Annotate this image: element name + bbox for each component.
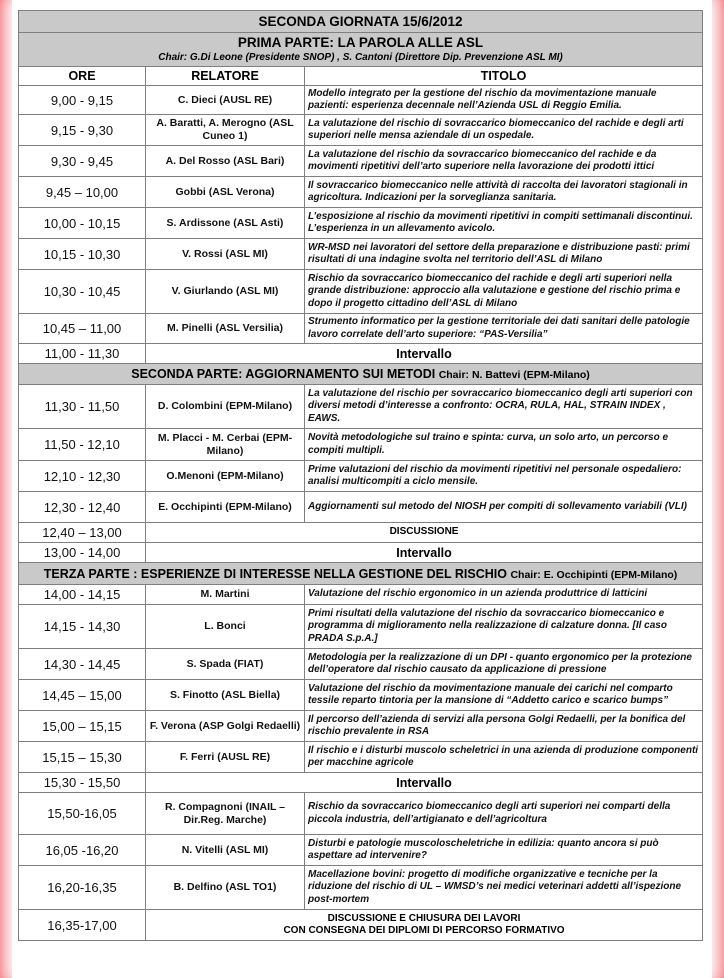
session-row [19, 742, 703, 773]
session-row [19, 492, 703, 523]
closing-time: 16,35-17,00 [19, 910, 146, 941]
session-title: Prime valutazioni del rischio da movimenti ripetitivi nel personale ospedaliero: analisi multicompiti a ciclo mensile. [305, 461, 703, 492]
session-title: Novità metodologiche sul traino e spinta: curva, un solo arto, un percorso e compiti multipli. [305, 429, 703, 461]
session-speaker: A. Del Rosso (ASL Bari) [146, 146, 305, 177]
session-row [19, 793, 703, 835]
session-title: WR-MSD nei lavoratori del settore della preparazione e distribuzione pasti: primi risultati di una indagine svolta nel territorio dell’ASL di Milano [305, 239, 703, 270]
break-row [19, 773, 703, 793]
session-title: Metodologia per la realizzazione di un DPI - quanto ergonomico per la protezione dell’operatore dal rischio causato da applicazione di pressione [305, 649, 703, 680]
closing-line1: DISCUSSIONE E CHIUSURA DEI LAVORI [327, 912, 521, 924]
session-title: Strumento informatico per la gestione territoriale dei dati sanitari delle patologie lavoro correlate dell’arto superiore: “PAS-Versilia” [305, 314, 703, 344]
session-speaker: R. Compagnoni (INAIL – Dir.Reg. Marche) [146, 793, 305, 835]
session-title: La valutazione del rischio di sovraccarico biomeccanico del rachide e degli arti superiori nelle mensa aziendale di un ospedale. [305, 115, 703, 146]
session-row [19, 115, 703, 146]
session-speaker: A. Baratti, A. Merogno (ASL Cuneo 1) [146, 115, 305, 146]
part-header-row [19, 563, 703, 585]
session-speaker: S. Spada (FIAT) [146, 649, 305, 680]
break-time: 11,00 - 11,30 [19, 344, 146, 364]
break-label: Intervallo [146, 543, 703, 563]
session-title: Modello integrato per la gestione del rischio da movimentazione manuale pazienti: esperienza decennale nell’Azienda USL di Reggio Emilia. [305, 86, 703, 115]
closing-row [19, 910, 703, 941]
session-row [19, 239, 703, 270]
session-row [19, 605, 703, 649]
session-time: 10,30 - 10,45 [19, 270, 146, 314]
session-time: 10,45 – 11,00 [19, 314, 146, 344]
session-title: Aggiornamenti sul metodo del NIOSH per compiti di sollevamento variabili (VLI) [305, 492, 703, 523]
session-row [19, 385, 703, 429]
session-time: 9,00 - 9,15 [19, 86, 146, 115]
session-speaker: F. Verona (ASP Golgi Redaelli) [146, 711, 305, 742]
session-row [19, 649, 703, 680]
break-row [19, 523, 703, 543]
session-time: 16,20-16,35 [19, 866, 146, 910]
part1-heading: PRIMA PARTE: LA PAROLA ALLE ASL [237, 34, 484, 50]
session-title: Rischio da sovraccarico biomeccanico del rachide e degli arti superiori nella grande distribuzione: approccio alla valutazione e gestione del rischio prima e dopo il progetto cittadino dell’ASL di Milano [305, 270, 703, 314]
session-speaker: V. Giurlando (ASL MI) [146, 270, 305, 314]
session-row [19, 680, 703, 711]
col-header-speaker: RELATORE [146, 67, 305, 86]
part-header-row [19, 364, 703, 385]
col-header-time: ORE [19, 67, 146, 86]
session-speaker: M. Martini [146, 585, 305, 605]
session-time: 14,00 - 14,15 [19, 585, 146, 605]
session-row [19, 314, 703, 344]
session-speaker: C. Dieci (AUSL RE) [146, 86, 305, 115]
closing-line2: CON CONSEGNA DEI DIPLOMI DI PERCORSO FORMATIVO [283, 925, 565, 936]
session-row [19, 86, 703, 115]
session-speaker: V. Rossi (ASL MI) [146, 239, 305, 270]
session-speaker: N. Vitelli (ASL MI) [146, 835, 305, 866]
column-header-row [19, 67, 703, 86]
session-title: La valutazione del rischio per sovraccarico biomeccanico degli arti superiori con diversi metodi d’interesse a confronto: OCRA, RULA, HAL, STRAIN INDEX , EAWS. [305, 385, 703, 429]
break-label: Intervallo [146, 773, 703, 793]
session-title: Il percorso dell’azienda di servizi alla persona Golgi Redaelli, per la bonifica del rischio prevalente in RSA [305, 711, 703, 742]
session-speaker: S. Ardissone (ASL Asti) [146, 208, 305, 239]
session-time: 14,15 - 14,30 [19, 605, 146, 649]
break-time: 15,30 - 15,50 [19, 773, 146, 793]
closing-text [146, 910, 703, 941]
session-time: 9,45 – 10,00 [19, 177, 146, 208]
session-row [19, 177, 703, 208]
session-title: Il sovraccarico biomeccanico nelle attività di raccolta dei lavoratori stagionali in agricoltura. Indicazioni per la sorveglianza sanitaria. [305, 177, 703, 208]
session-time: 11,30 - 11,50 [19, 385, 146, 429]
session-row [19, 146, 703, 177]
part-heading: SECONDA PARTE: AGGIORNAMENTO SUI METODI [131, 367, 436, 381]
session-title: Primi risultati della valutazione del rischio da sovraccarico biomeccanico e programma di miglioramento nella realizzazione di calzature donna. [Il caso PRADA S.p.A.] [305, 605, 703, 649]
session-speaker: E. Occhipinti (EPM-Milano) [146, 492, 305, 523]
session-time: 9,15 - 9,30 [19, 115, 146, 146]
part-chair: Chair: N. Battevi (EPM-Milano) [438, 369, 590, 381]
part1-header-row [19, 33, 703, 67]
session-row [19, 711, 703, 742]
part1-chair: Chair: G.Di Leone (Presidente SNOP) , S. Cantoni (Direttore Dip. Prevenzione ASL MI) [158, 51, 563, 63]
session-speaker: S. Finotto (ASL Biella) [146, 680, 305, 711]
session-title: Macellazione bovini: progetto di modifiche organizzative e tecniche per la riduzione del rischio di UL – WMSD’s nei medici veterinari addetti all’ispezione post-mortem [305, 866, 703, 910]
break-label: Intervallo [146, 344, 703, 364]
session-speaker: D. Colombini (EPM-Milano) [146, 385, 305, 429]
session-row [19, 429, 703, 461]
part-chair: Chair: E. Occhipinti (EPM-Milano) [510, 568, 678, 581]
session-speaker: M. Placci - M. Cerbai (EPM-Milano) [146, 429, 305, 461]
session-title: Il rischio e i disturbi muscolo scheletrici in una azienda di produzione componenti per macchine agricole [305, 742, 703, 773]
session-speaker: M. Pinelli (ASL Versilia) [146, 314, 305, 344]
session-row [19, 270, 703, 314]
session-time: 15,00 – 15,15 [19, 711, 146, 742]
session-time: 9,30 - 9,45 [19, 146, 146, 177]
break-label: DISCUSSIONE [146, 523, 703, 543]
session-time: 14,30 - 14,45 [19, 649, 146, 680]
session-row [19, 208, 703, 239]
session-time: 16,05 -16,20 [19, 835, 146, 866]
session-time: 12,10 - 12,30 [19, 461, 146, 492]
session-row [19, 461, 703, 492]
program-table [18, 10, 703, 941]
session-title: L’esposizione al rischio da movimenti ripetitivi in compiti settimanali discontinui. L’esperienza in un allevamento avicolo. [305, 208, 703, 239]
break-time: 13,00 - 14,00 [19, 543, 146, 563]
part-heading: TERZA PARTE : ESPERIENZE DI INTERESSE NELLA GESTIONE DEL RISCHIO [43, 566, 507, 581]
session-title: Rischio da sovraccarico biomeccanico degli arti superiori nei comparti della piccola industria, dell’artigianato e dell’agricoltura [305, 793, 703, 835]
session-time: 10,00 - 10,15 [19, 208, 146, 239]
break-time: 12,40 – 13,00 [19, 523, 146, 543]
session-speaker: L. Bonci [146, 605, 305, 649]
session-speaker: O.Menoni (EPM-Milano) [146, 461, 305, 492]
session-time: 14,45 – 15,00 [19, 680, 146, 711]
program-table-frame [18, 10, 702, 941]
col-header-title: TITOLO [305, 67, 703, 86]
session-row [19, 585, 703, 605]
session-speaker: F. Ferri (AUSL RE) [146, 742, 305, 773]
session-speaker: Gobbi (ASL Verona) [146, 177, 305, 208]
session-time: 15,50-16,05 [19, 793, 146, 835]
session-time: 10,15 - 10,30 [19, 239, 146, 270]
session-row [19, 866, 703, 910]
session-title: Valutazione del rischio da movimentazione manuale dei carichi nel comparto tessile reparto tintoria per la mansione di “Addetto carico e scarico bumps” [305, 680, 703, 711]
day-title-row [19, 11, 703, 33]
session-title: Disturbi e patologie muscoloscheletriche in edilizia: quanto ancora si può aspettare ad intervenire? [305, 835, 703, 866]
break-row [19, 543, 703, 563]
session-speaker: B. Delfino (ASL TO1) [146, 866, 305, 910]
session-time: 15,15 – 15,30 [19, 742, 146, 773]
break-row [19, 344, 703, 364]
session-row [19, 835, 703, 866]
session-time: 12,30 - 12,40 [19, 492, 146, 523]
session-time: 11,50 - 12,10 [19, 429, 146, 461]
session-title: Valutazione del rischio ergonomico in un azienda produttrice di latticini [305, 585, 703, 605]
day-title: SECONDA GIORNATA 15/6/2012 [19, 11, 703, 33]
session-title: La valutazione del rischio da sovraccarico biomeccanico del rachide e da movimenti ripetitivi dell’arto superiore nella lavorazione dei prodotti ittici [305, 146, 703, 177]
